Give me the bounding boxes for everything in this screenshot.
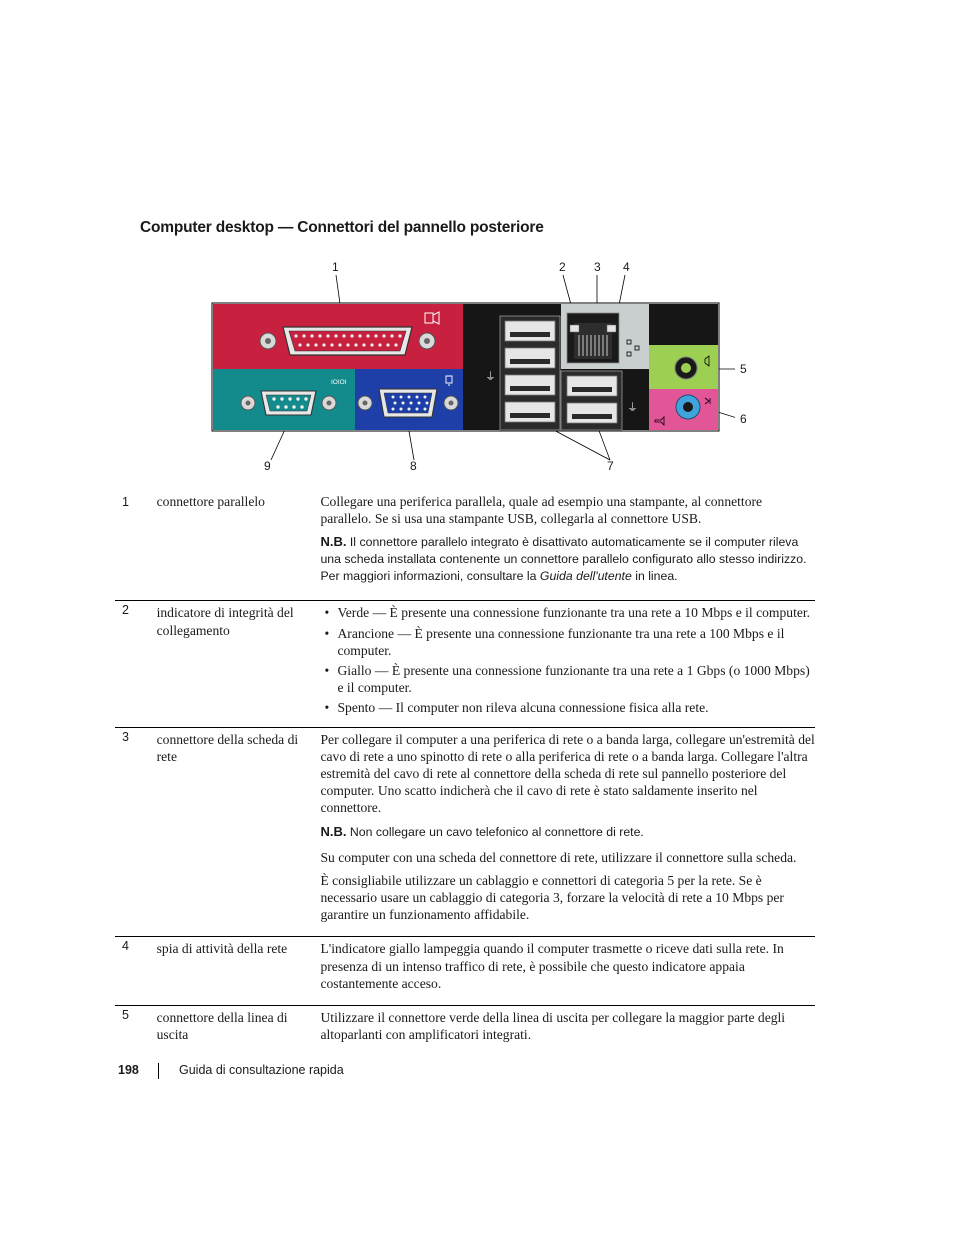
description-text: L'indicatore giallo lampeggia quando il computer trasmette o riceve dati sulla rete. In presenza di un intenso traffico di rete, è possibile che questo indicatore appaia costantemente acceso.	[320, 941, 784, 991]
description-text: Collegare una periferica parallela, quale ad esempio una stampante, al connettore parallelo. Se si usa una stampante USB, collegarla al connettore USB.	[320, 494, 763, 527]
callout-5: 5	[740, 362, 747, 376]
callout-2: 2	[559, 260, 566, 274]
usb-icon-2: ⏚	[627, 401, 638, 414]
row-number: 4	[115, 937, 157, 1006]
audio-connectors	[649, 345, 718, 430]
row-number: 3	[115, 727, 157, 937]
description-text: Per collegare il computer a una periferica di rete o a banda larga, collegare un'estremità del cavo di rete a uno spinotto di rete o alla periferica di rete o a banda larga. Collegare l'altra estremità del cavo di rete al connettore della scheda di rete sul pannello posteriore del computer. Uno scatto indicherà che il cavo di rete è stato saldamente inserito nel connettore.	[320, 731, 815, 816]
serial-icon: IOIOI	[331, 379, 347, 386]
description-text: Utilizzare il connettore verde della linea di uscita per collegare la maggior parte degli altoparlanti con amplificatori integrati.	[320, 1010, 786, 1043]
callout-4: 4	[623, 260, 630, 274]
row-name: connettore della linea di uscita	[157, 1006, 321, 1057]
connector-description-table	[115, 493, 815, 1056]
note-text-end: in linea.	[631, 569, 678, 584]
row-name: connettore parallelo	[156, 494, 265, 509]
row-name: connettore della scheda di rete	[157, 727, 321, 937]
note	[320, 823, 815, 841]
page-footer	[118, 1063, 344, 1077]
note-reference: Guida dell'utente	[539, 569, 632, 584]
row-description	[320, 493, 815, 601]
link-integrity-light	[570, 325, 579, 332]
row-name: indicatore di integrità del collegamento	[157, 601, 321, 727]
row-number: 2	[115, 601, 157, 727]
network-activity-light	[607, 325, 616, 332]
callout-3: 3	[594, 260, 601, 274]
footer-title: Guida di consultazione rapida	[179, 1063, 344, 1077]
rear-panel-figure	[205, 255, 747, 480]
row-number: 1	[122, 495, 129, 509]
list-item: • Verde — È presente una connessione funzionante tra una rete a 10 Mbps e il computer.	[320, 604, 815, 621]
page-title: Computer desktop — Connettori del pannello posteriore	[140, 219, 544, 236]
list-item: • Giallo — È presente una connessione funzionante tra una rete a 1 Gbps (o 1000 Mbps) e il computer.	[320, 662, 815, 696]
footer-divider	[158, 1063, 159, 1079]
callout-1: 1	[332, 260, 339, 274]
status-list	[320, 604, 815, 716]
callout-9: 9	[264, 459, 271, 473]
note-text: Non collegare un cavo telefonico al connettore di rete.	[349, 824, 644, 839]
callout-8: 8	[410, 459, 417, 473]
note	[320, 533, 815, 585]
table-row	[115, 601, 815, 727]
list-item: • Arancione — È presente una connessione funzionante tra una rete a 100 Mbps e il computer.	[320, 625, 815, 659]
page-number: 198	[118, 1063, 139, 1077]
row-number: 5	[115, 1006, 157, 1057]
row-description	[320, 601, 815, 727]
note-text: Il connettore parallelo integrato è disattivato automaticamente se il computer rileva una scheda installata contenente un connettore parallelo configurato allo stesso indirizzo. Per maggiori informazioni, consultare la	[320, 535, 807, 584]
list-item: • Spento — Il computer non rileva alcuna connessione fisica alla rete.	[320, 699, 815, 716]
row-description	[320, 727, 815, 937]
table-row	[115, 937, 815, 1006]
note-label: N.B.	[320, 534, 347, 550]
table-row	[115, 727, 815, 937]
note-label: N.B.	[320, 823, 347, 839]
description-text-3: È consigliabile utilizzare un cablaggio e connettori di categoria 5 per la rete. Se è necessario usare un cablaggio di categoria 3, forzare la velocità di rete a 10 Mbps per garantire un funzionamento affidabile.	[320, 872, 784, 923]
row-name: spia di attività della rete	[157, 937, 321, 1006]
table-row	[115, 493, 815, 601]
callout-7: 7	[607, 459, 614, 473]
network-connector	[561, 304, 649, 369]
row-description	[320, 937, 815, 1006]
description-text-2: Su computer con una scheda del connettore di rete, utilizzare il connettore sulla scheda.	[320, 849, 797, 865]
callout-6: 6	[740, 412, 747, 426]
table-row	[115, 1006, 815, 1057]
rear-panel-illustration	[205, 255, 735, 480]
row-description	[320, 1006, 815, 1057]
usb-icon: ⏚	[485, 370, 496, 383]
